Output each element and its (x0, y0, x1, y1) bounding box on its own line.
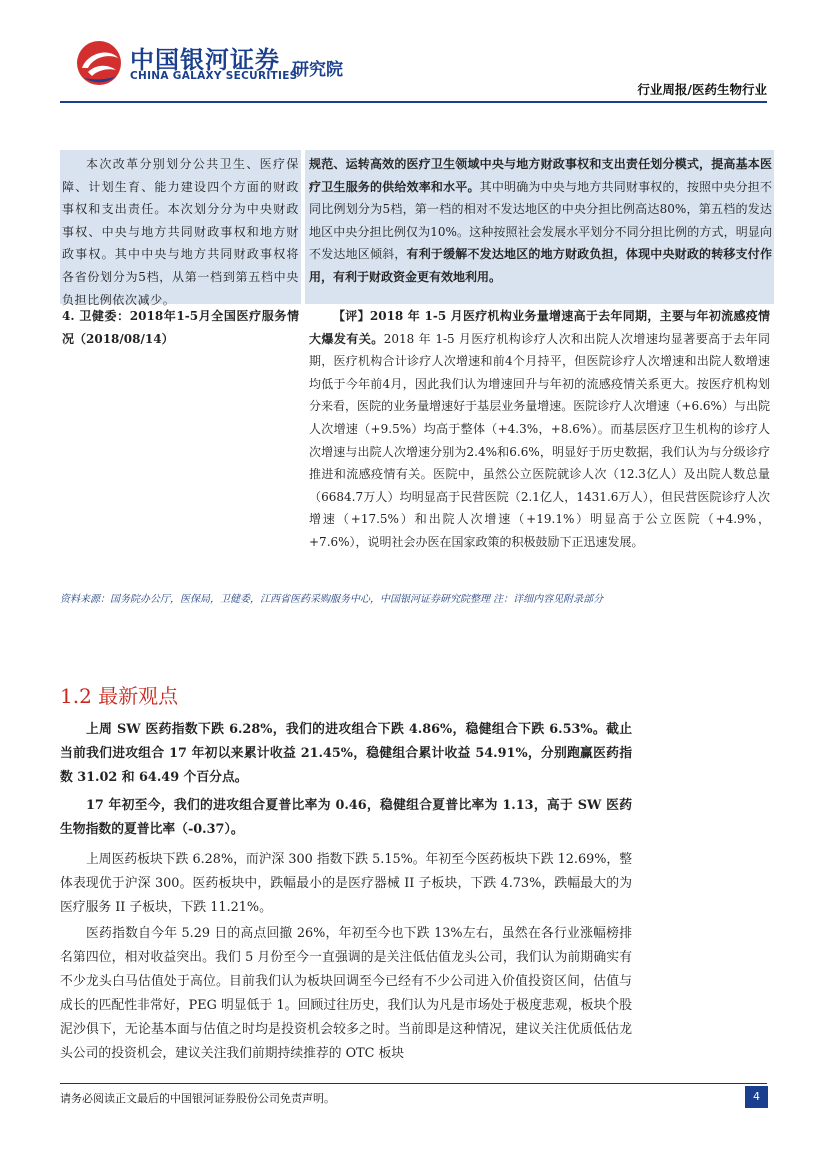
table-cell-row3-left (60, 150, 301, 307)
header-divider (60, 101, 767, 103)
table-cell-row4-left (60, 305, 301, 350)
paragraph-sector-performance: 上周医药板块下跌 6.28%，而沪深 300 指数下跌 5.15%。年初至今医药板块下跌 12.69%，整体表现优于沪深 300。医药板块中，跌幅最小的是医疗器械 II 子板块，下跌 4.73%，跌幅最大的为医疗服务 II 子板块，下跌 11.21%。 (60, 852, 632, 915)
paragraph-sharpe-ratio: 17 年初至今，我们的进攻组合夏普比率为 0.46，稳健组合夏普比率为 1.13，高于 SW 医药生物指数的夏普比率（-0.37）。 (60, 798, 632, 837)
table-cell-row4-right (305, 305, 774, 554)
row4-comment-body: 2018 年 1-5 月医疗机构诊疗人次和出院人次增速均显著要高于去年同期，医疗机构合计诊疗人次增速和前4个月持平，但医院诊疗人次增速和出院人数增速均低于今年前4月，因此我们认为增速回升与年初的流感疫情关系更大。按医疗机构划分来看，医院的业务量增速好于基层业务量增速。医院诊疗人次增速（+6.6%）与出院人次增速（+9.5%）均高于整体（+4.3%，+8.6%）。而基层医疗卫生机构的诊疗人次增速与出院人次增速分别为2.4%和6.6%，明显好于历史数据，我们认为与分级诊疗推进和流感疫情有关。医院中，虽然公立医院就诊人次（12.3亿人）及出院人数总量（6684.7万人）均明显高于民营医院（2.1亿人，1431.6万人），但民营医院诊疗人次增速（+17.5%）和出院人次增速（+19.1%）明显高于公立医院（+4.9%，+7.6%），说明社会办医在国家政策的积极鼓励下正迅速发展。 (309, 331, 770, 549)
brand-name-cn: 中国银河证券 (130, 46, 280, 74)
row4-comment-bold: 【评】2018 年 1-5 月医疗机构业务量增速高于去年同期，主要与年初流感疫情大爆发有关。 (309, 309, 770, 346)
table-cell-row3-right (305, 150, 774, 304)
row3-right-text (309, 153, 772, 289)
paragraph-market-view: 医药指数自今年 5.29 日的高点回撤 26%，年初至今也下跌 13%左右，虽然在各行业涨幅榜排名第四位，相对收益突出。我们 5 月份至今一直强调的是关注低估值龙头公司，我们认为前期确实有不少龙头白马估值处于高位。目前我们认为板块回调至今已经有不少公司进入价值投资区间，估值与成长的匹配性非常好，PEG 明显低于 1。回顾过往历史，我们认为凡是市场处于极度悲观，板块个股泥沙俱下，无论基本面与估值之时均是投资机会较多之时。当前即是这种情况，建议关注优质低估龙头公司的投资机会，建议关注我们前期持续推荐的 OTC 板块 (60, 926, 632, 1061)
brand-institute: 研究院 (292, 60, 343, 80)
row3-right-bold-2: 有利于缓解不发达地区的地方财政负担，体现中央财政的转移支付作用，有利于财政资金更有效地利用。 (309, 247, 772, 284)
row4-news-title: 4. 卫健委：2018年1-5月全国医疗服务情况（2018/08/14） (62, 309, 299, 346)
paragraph-portfolio-returns: 上周 SW 医药指数下跌 6.28%，我们的进攻组合下跌 4.86%，稳健组合下跌 6.53%。截止当前我们进攻组合 17 年初以来累计收益 21.45%，稳健组合累计收益 54.91%，分别跑赢医药指数 31.02 和 64.49 个百分点。 (60, 722, 632, 785)
table-source-note: 资料来源：国务院办公厅，医保局，卫健委，江西省医药采购服务中心，中国银河证券研究院整理 注：详细内容见附录部分 (60, 594, 604, 605)
page-number: 4 (745, 1086, 768, 1108)
row3-left-text: 本次改革分别划分公共卫生、医疗保障、计划生育、能力建设四个方面的财政事权和支出责任。本次划分分为中央财政事权、中央与地方共同财政事权和地方财政事权。其中中央与地方共同财政事权将各省份划分为5档，从第一档到第五档中央负担比例依次减少。 (62, 157, 299, 307)
report-category: 行业周报/医药生物行业 (637, 82, 767, 97)
row3-right-normal: 其中明确为中央与地方共同财事权的，按照中央分担不同比例划分为5档，第一档的相对不发达地区的中央分担比例高达80%，第五档的发达地区中央分担比例仅为10%。这种按照社会发展水平划分不同分担比例的方式，明显向不发达地区倾斜， (309, 179, 772, 262)
row4-right-text (309, 305, 770, 554)
brand-name-en: CHINA GALAXY SECURITIES (130, 70, 298, 82)
galaxy-logo-icon (74, 38, 124, 88)
section-heading: 1.2 最新观点 (60, 684, 179, 708)
company-logo (74, 38, 434, 88)
footer-divider (60, 1083, 767, 1084)
row3-right-bold-1: 规范、运转高效的医疗卫生领域中央与地方财政事权和支出责任划分模式，提高基本医疗卫生服务的供给效率和水平。 (309, 157, 772, 194)
footer-disclaimer: 请务必阅读正文最后的中国银河证券股份公司免责声明。 (60, 1092, 335, 1105)
